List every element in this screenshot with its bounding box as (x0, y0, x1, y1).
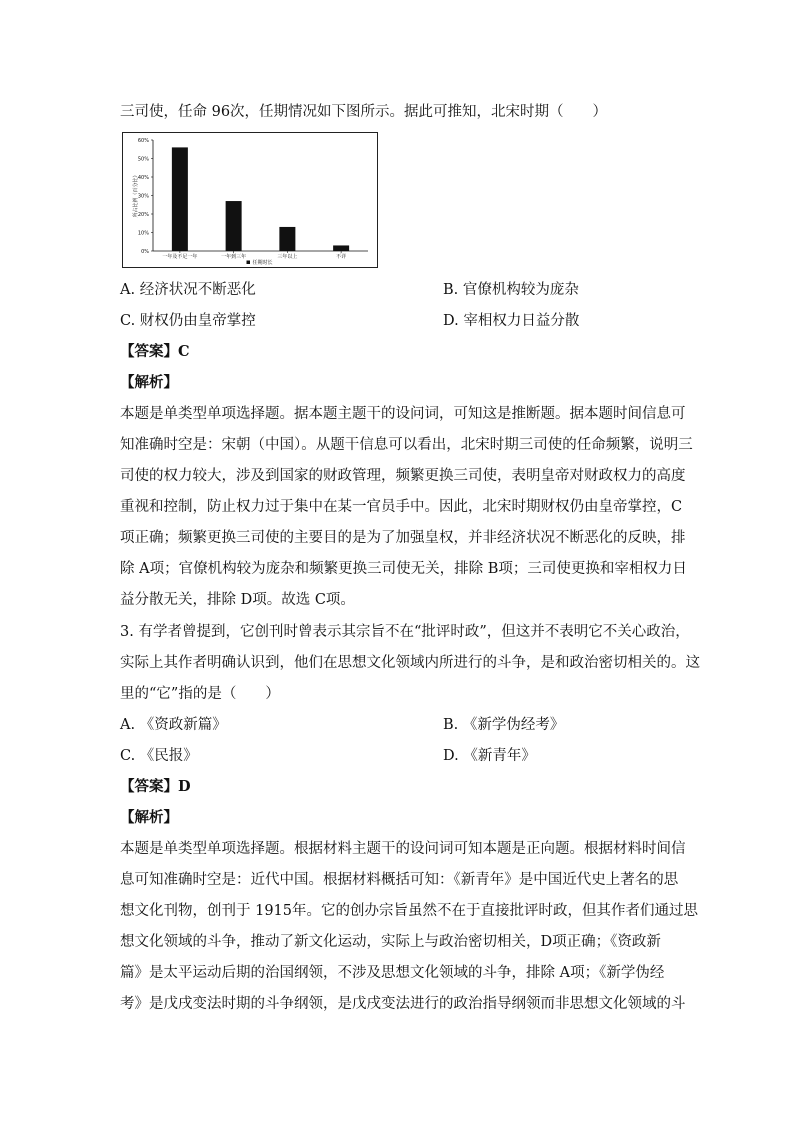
q2-analysis-line: 知准确时空是：宋朝（中国）。从题干信息可以看出，北宋时期三司使的任命频繁，说明三 (120, 437, 693, 453)
bar (279, 227, 295, 251)
y-tick-label: 40% (137, 174, 149, 181)
q3-stem-line: 3. 有学者曾提到，它创刊时曾表示其宗旨不在“批评时政”，但这并不表明它不关心政治， (120, 624, 690, 640)
q3-analysis-line: 本题是单类型单项选择题。根据材料主题干的设问词可知本题是正向题。根据材料时间信 (120, 841, 686, 857)
legend-swatch (247, 261, 251, 265)
x-tick-label: 不详 (336, 254, 347, 260)
q3-analysis-line: 息可知准确时空是：近代中国。根据材料概括可知：《新青年》是中国近代史上著名的思 (120, 872, 679, 888)
x-axis-label: 任期时长 (252, 260, 273, 266)
bar-chart (122, 132, 378, 268)
q3-analysis-line: 想文化领域的斗争，推动了新文化运动，实际上与政治密切相关，D项正确；《资政新 (120, 934, 661, 950)
q2-answer: 【答案】C (120, 343, 190, 360)
x-tick-label: 一年及不足一年 (162, 254, 198, 260)
y-axis-label: 所占比例（百分比） (133, 172, 139, 218)
q3-option-d[interactable]: D. 《新青年》 (443, 748, 536, 764)
q2-option-b[interactable]: B. 官僚机构较为庞杂 (443, 282, 579, 298)
bar (172, 147, 188, 251)
q3-analysis-line: 想文化刊物，创刊于 1915年。它的创办宗旨虽然不在于直接批评时政，但其作者们通过思 (120, 903, 699, 919)
y-tick-label: 10% (137, 230, 149, 237)
q2-analysis-line: 本题是单类型单项选择题。据本题主题干的设问词，可知这是推断题。据本题时间信息可 (120, 406, 686, 422)
q3-answer: 【答案】D (120, 778, 191, 795)
question-intro: 三司使，任命 96次，任期情况如下图所示。据此可推知，北宋时期（ ） (120, 104, 608, 120)
q2-analysis-line: 重视和控制，防止权力过于集中在某一官员手中。因此，北宋时期财权仍由皇帝掌控，C (120, 499, 683, 515)
q2-option-a[interactable]: A. 经济状况不断恶化 (120, 282, 256, 298)
q2-analysis-line: 项正确；频繁更换三司使的主要目的是为了加强皇权，并非经济状况不断恶化的反映，排 (120, 530, 686, 546)
bar (333, 245, 349, 251)
y-tick-label: 60% (137, 137, 149, 144)
q2-analysis-title: 【解析】 (120, 374, 178, 391)
q3-stem-line: 实际上其作者明确认识到，他们在思想文化领域内所进行的斗争，是和政治密切相关的。这 (120, 655, 700, 671)
chart-svg (123, 133, 376, 266)
q3-analysis-line: 篇》是太平运动后期的治国纲领，不涉及思想文化领域的斗争，排除 A项；《新学伪经 (120, 965, 665, 981)
q3-option-c[interactable]: C. 《民报》 (120, 748, 198, 764)
x-tick-label: 一年到三年 (221, 254, 247, 260)
q2-option-d[interactable]: D. 宰相权力日益分散 (443, 313, 580, 329)
q2-analysis-line: 除 A项；官僚机构较为庞杂和频繁更换三司使无关，排除 B项；三司使更换和宰相权力日 (120, 561, 687, 577)
q2-analysis-line: 司使的权力较大，涉及到国家的财政管理，频繁更换三司使，表明皇帝对财政权力的高度 (120, 468, 686, 484)
q3-option-a[interactable]: A. 《资政新篇》 (120, 717, 227, 733)
q3-stem-line: 里的“它”指的是（ ） (120, 686, 280, 702)
y-tick-label: 20% (137, 211, 149, 218)
q3-analysis-title: 【解析】 (120, 809, 178, 826)
bar (226, 201, 242, 251)
x-tick-label: 三年以上 (277, 254, 298, 260)
y-tick-label: 30% (137, 193, 149, 200)
q3-analysis-line: 考》是戊戌变法时期的斗争纲领，是戊戌变法进行的政治指导纲领而非思想文化领域的斗 (120, 996, 686, 1012)
y-tick-label: 50% (137, 156, 149, 163)
q3-option-b[interactable]: B. 《新学伪经考》 (443, 717, 565, 733)
y-tick-label: 0% (141, 248, 149, 255)
q2-option-c[interactable]: C. 财权仍由皇帝掌控 (120, 313, 256, 329)
q2-analysis-line: 益分散无关，排除 D项。故选 C项。 (120, 592, 355, 608)
